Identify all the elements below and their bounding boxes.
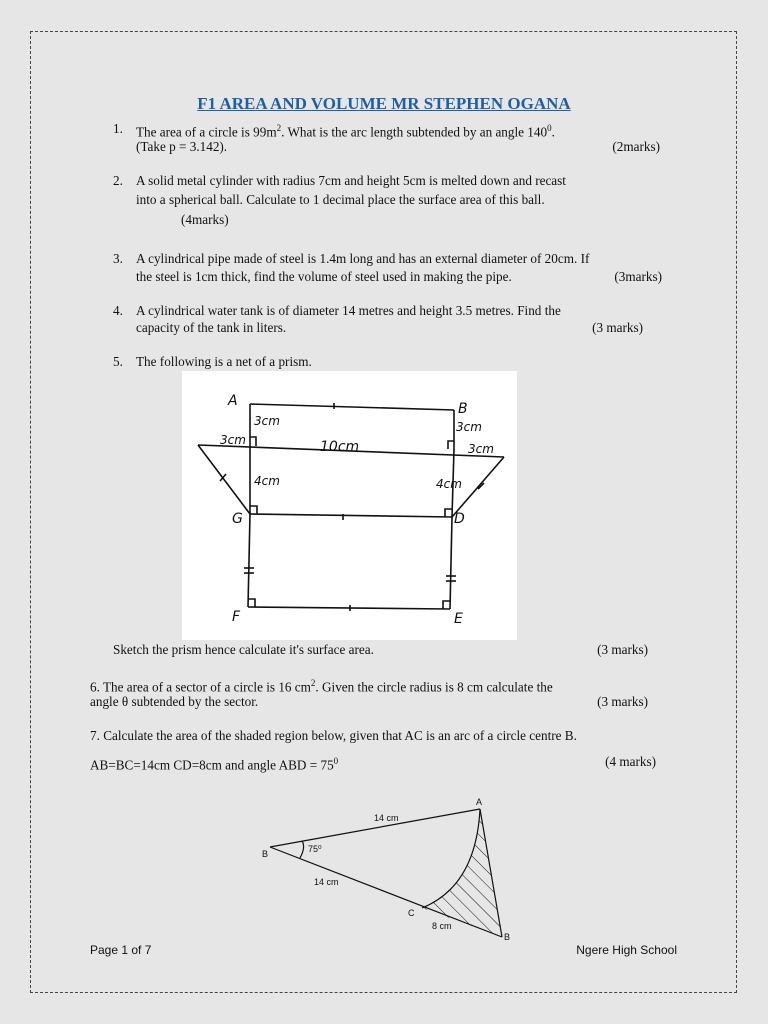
q4-number: 4. bbox=[113, 303, 123, 318]
edge-de bbox=[450, 517, 452, 609]
label-10cm: 10cm bbox=[320, 439, 360, 455]
q7-line1: 7. Calculate the area of the shaded region below, given that AC is an arc of a circle centre B. bbox=[90, 728, 577, 743]
q2-number: 2. bbox=[113, 173, 123, 188]
label-gd-left-4cm: 4cm bbox=[254, 474, 280, 488]
prism-net-figure bbox=[182, 371, 517, 640]
q3-marks: (3marks) bbox=[614, 269, 662, 284]
q7-line2: AB=BC=14cm CD=8cm and angle ABD = $75^0$ bbox=[90, 756, 339, 773]
q3-number: 3. bbox=[113, 251, 123, 266]
footer-school-name: Ngere High School bbox=[576, 943, 677, 957]
label-a: A bbox=[228, 393, 238, 409]
q1-number: 1. bbox=[113, 121, 123, 136]
label-b-right: B bbox=[504, 932, 511, 942]
label-bc-14cm: 14 cm bbox=[314, 877, 339, 887]
q1-line2: (Take p = 3.142). bbox=[136, 139, 228, 154]
q5-line1: The following is a net of a prism. bbox=[136, 354, 312, 369]
label-ab-left-3cm: 3cm bbox=[254, 414, 280, 428]
label-b: B bbox=[458, 401, 468, 417]
q4-line1: A cylindrical water tank is of diameter 14 metres and height 3.5 metres. Find the bbox=[136, 303, 561, 318]
label-gd-right-4cm: 4cm bbox=[436, 477, 462, 491]
q1-marks: (2marks) bbox=[612, 139, 660, 154]
footer-page-number: Page 1 of 7 bbox=[90, 943, 152, 957]
q4-marks: (3 marks) bbox=[592, 320, 643, 335]
q5-sketch-text: Sketch the prism hence calculate it's surface area. bbox=[113, 642, 374, 657]
q4-line2: capacity of the tank in liters. bbox=[136, 320, 287, 335]
label-f: F bbox=[232, 609, 241, 625]
q6-marks: (3 marks) bbox=[597, 694, 648, 709]
label-ab-14cm: 14 cm bbox=[374, 813, 399, 823]
angle-arc bbox=[300, 841, 304, 858]
label-e: E bbox=[454, 611, 463, 627]
q1-line1: The area of a circle is $99m^2$. What is the arc length subtended by an angle $140^0$. bbox=[136, 123, 555, 140]
q2-marks: (4marks) bbox=[181, 212, 229, 227]
label-right-tri-3cm: 3cm bbox=[468, 442, 494, 456]
q6-line1: 6. The area of a sector of a circle is 16 $cm^2$. Given the circle radius is 8 cm calculate the bbox=[90, 678, 553, 695]
label-left-tri-3cm: 3cm bbox=[220, 433, 246, 447]
q3-line1: A cylindrical pipe made of steel is 1.4m long and has an external diameter of 20cm. If bbox=[136, 251, 590, 266]
label-angle-75: 75⁰ bbox=[308, 844, 322, 854]
label-d: D bbox=[454, 511, 465, 527]
label-cd-8cm: 8 cm bbox=[432, 921, 452, 931]
edge-gd bbox=[250, 514, 452, 517]
label-g: G bbox=[232, 511, 243, 527]
edge-fe bbox=[248, 607, 450, 609]
shaded-region bbox=[422, 809, 502, 937]
label-a: A bbox=[476, 797, 483, 807]
q6-line2: angle θ subtended by the sector. bbox=[90, 694, 259, 709]
shaded-region-figure bbox=[250, 790, 530, 950]
q2-line2: into a spherical ball. Calculate to 1 decimal place the surface area of this ball. bbox=[136, 192, 545, 207]
label-ab-right-3cm: 3cm bbox=[456, 420, 482, 434]
label-b-left: B bbox=[262, 849, 269, 859]
edge-ab bbox=[250, 404, 454, 410]
q5-marks: (3 marks) bbox=[597, 642, 648, 657]
q3-line2: the steel is 1cm thick, find the volume of steel used in making the pipe. bbox=[136, 269, 512, 284]
q7-marks: (4 marks) bbox=[605, 754, 656, 769]
label-c: C bbox=[408, 908, 415, 918]
edge-gf bbox=[248, 514, 250, 607]
q5-number: 5. bbox=[113, 354, 123, 369]
edge-left-triangle bbox=[198, 445, 250, 514]
document-title: F1 AREA AND VOLUME MR STEPHEN OGANA bbox=[197, 94, 571, 113]
q2-line1: A solid metal cylinder with radius 7cm and height 5cm is melted down and recast bbox=[136, 173, 566, 188]
